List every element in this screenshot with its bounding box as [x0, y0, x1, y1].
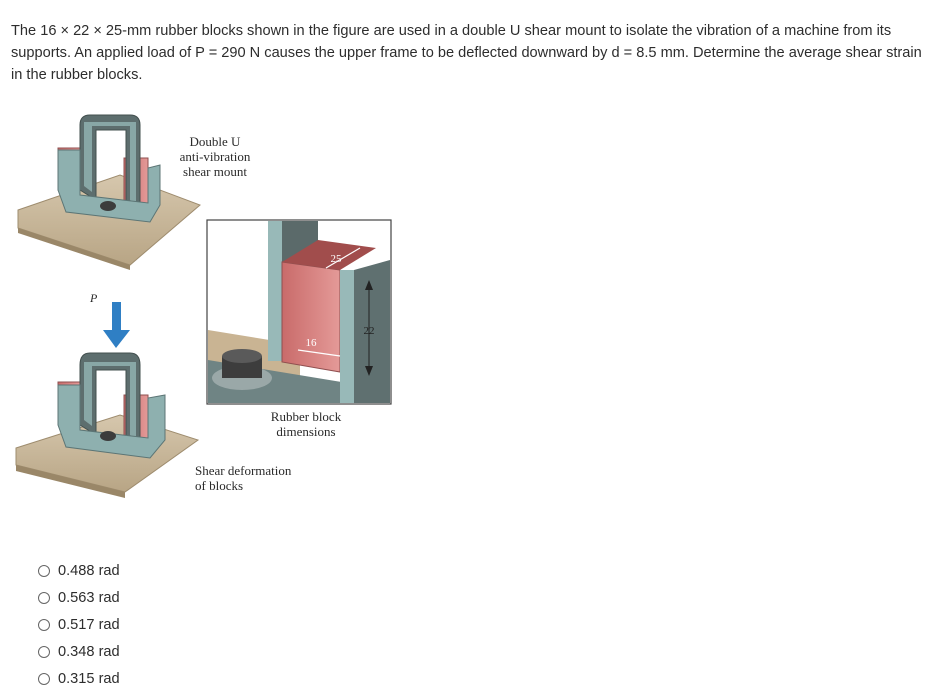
answer-option[interactable] — [38, 638, 120, 665]
load-label: P — [90, 291, 98, 305]
dim-25-label: 25 — [330, 253, 342, 265]
top-base-plate — [18, 175, 200, 265]
bottom-mount-illustration — [16, 353, 198, 498]
top-bolt — [100, 201, 116, 211]
question-text: The 16 × 22 × 25-mm rubber blocks shown in the figure are used in a double U shear mount to isolate the vibration of a machine from its supports. An applied load of P = 290 N causes the upper frame to be deflected downward by d = 8.5 mm. Determine the average shear strain in the rubber blocks. — [11, 23, 922, 83]
answer-option-label: 0.488 rad — [58, 562, 120, 579]
mount-label-line3: shear mount — [183, 164, 247, 179]
radio-button[interactable] — [38, 646, 50, 658]
dim-22-label: 22 — [363, 325, 375, 337]
top-mount-illustration — [18, 115, 200, 270]
dim-16-label: 16 — [305, 337, 317, 349]
load-arrow — [103, 302, 130, 348]
answer-option[interactable] — [38, 557, 120, 584]
radio-button[interactable] — [38, 565, 50, 577]
mount-label-line1: Double U — [189, 134, 241, 149]
answer-option-label: 0.315 rad — [58, 670, 120, 687]
answer-option[interactable] — [38, 584, 120, 611]
answer-option[interactable] — [38, 611, 120, 638]
answer-option[interactable] — [38, 665, 120, 692]
radio-button[interactable] — [38, 592, 50, 604]
answer-option-label: 0.563 rad — [58, 589, 120, 606]
bottom-bolt — [100, 431, 116, 441]
detail-rubber-block — [282, 262, 340, 372]
answer-option-label: 0.517 rad — [58, 616, 120, 633]
answer-options — [38, 557, 120, 692]
block-dims-line2: dimensions — [276, 424, 336, 439]
block-dims-line1: Rubber block — [270, 409, 342, 424]
answer-option-label: 0.348 rad — [58, 643, 120, 660]
radio-button[interactable] — [38, 619, 50, 631]
shear-def-line1: Shear deformation — [195, 463, 292, 478]
radio-button[interactable] — [38, 673, 50, 685]
detail-box — [207, 220, 391, 404]
shear-def-line2: of blocks — [195, 478, 244, 493]
bottom-base-plate — [16, 415, 198, 492]
mount-label-line2: anti-vibration — [179, 149, 251, 164]
